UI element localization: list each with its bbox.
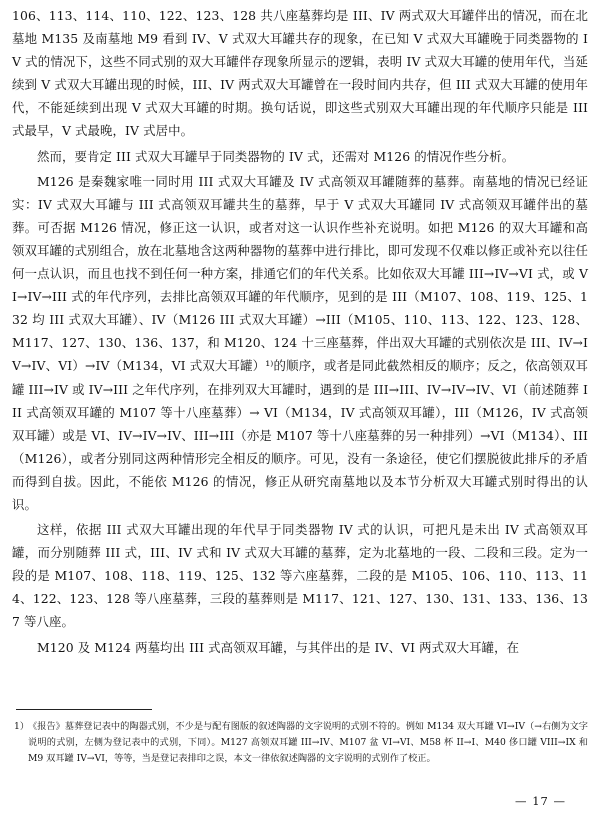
body-text <box>12 4 588 659</box>
paragraph-4: 这样，依据 III 式双大耳罐出现的年代早于同类器物 IV 式的认识，可把凡是未出 IV 式高领双耳罐，而分别随葬 III 式，III、IV 式和 IV 式双大耳罐的墓葬，定为北墓地的一段、二段和三段。定为一段的是 M107、108、118、119、125、132 等六座墓葬，二段的是 M105、106、110、113、114、122、123、128 等八座墓葬，三段的墓葬则是 M117、121、127、130、131、133、136、137 等八座。 <box>12 522 588 630</box>
document-page <box>12 4 588 812</box>
footnote <box>14 719 588 766</box>
page-number: — 17 — <box>515 794 566 808</box>
paragraph-2: 然而，要肯定 III 式双大耳罐早于同类器物的 IV 式，还需对 M126 的情况作些分析。 <box>37 148 515 164</box>
paragraph-5: M120 及 M124 两墓均出 III 式高领双耳罐，与其伴出的是 IV、VI 两式双大耳罐，在 <box>37 639 520 655</box>
paragraph-3: M126 是秦魏家唯一同时用 III 式双大耳罐及 IV 式高领双耳罐随葬的墓葬。南墓地的情况已经证实：IV 式双大耳罐与 III 式高领双耳罐共生的墓葬，早于 V 式双大耳罐同 IV 式高领双耳罐伴出的墓葬。可否据 M126 情况，修正这一认识，或者对这一认识作些补充说明。如把 M126 的双大耳罐和高领双耳罐的式别组合，放在北墓地含这两种器物的墓葬中进行排比，即可发现不仅难以修正或补充以往任何一点认识，而且也找不到任何一种方案，排通它们的年代关系。比如依双大耳罐 III→IV→VI 式，或 VI→IV→III 式的年代序列，去排比高领双耳罐的年代顺序，见到的是 III（M107、108、119、125、132 均 III 式双大耳罐）、IV（M126 III 式双大耳罐）→III（M105、110、113、122、123、128、M117、127、130、136、137，和 M120、124 十三座墓葬，伴出双大耳罐的式别依次是 III、IV→IV→IV、VI）→IV（M134，VI 式双大耳罐）¹⁾的顺序，或者是同此截然相反的顺序；反之，依高领双耳罐 III→IV 或 IV→III 之年代序列，在排列双大耳罐时，遇到的是 III→III、IV→IV→IV、VI（前述随葬 III 式高领双耳罐的 M107 等十八座墓葬）→ VI（M134，IV 式高领双耳罐），III（M126，IV 式高领双耳罐）或是 VI、IV→IV→IV、III→III（亦是 M107 等十八座墓葬的另一种排列）→VI（M134）、III（M126），或者分别同这两种情形完全相反的顺序。可见，没有一条途径，使它们摆脱彼此排斥的矛盾而得到自拔。因此，不能依 M126 的情况，修正从研究南墓地以及本节分析双大耳罐式别时得出的认识。 <box>12 173 588 512</box>
footnote-text: 《报告》墓葬登记表中的陶器式别，不少是与配有图版的叙述陶器的文字说明的式别不符的。例如 M134 双大耳罐 VI→IV（→右侧为文字说明的式别，左侧为登记表中的式别，下同）。M127 高领双耳罐 III→IV、M107 盆 VI→VI、M58 杯 II→I、M40 侈口罐 VIII→IX 和 M9 双耳罐 IV→VI，等等，当是登记表排印之误，本文一律依叙述陶器的文字说明的式别作了校正。 <box>28 721 588 764</box>
footnote-divider <box>16 709 152 710</box>
footnote-mark: 1） <box>14 721 30 732</box>
paragraph-1: 106、113、114、110、122、123、128 共八座墓葬均是 III、IV 两式双大耳罐伴出的情况，而在北墓地 M135 及南墓地 M9 看到 IV、V 式双大耳罐共存的现象，在已知 V 式双大耳罐晚于同类器物的 IV 式的情况下，这些不同式别的双大耳罐伴存现象所显示的逻辑，表明 IV 式双大耳罐的使用年代，当延续到 V 式双大耳罐出现的时候，III、IV 两式双大耳罐曾在一段时间内共存，但 III 式双大耳罐的使用年代，不能延续到出现 V 式双大耳罐的时期。换句话说，即这些式别双大耳罐出现的年代顺序只能是 III 式最早，V 式最晚，IV 式居中。 <box>12 8 588 139</box>
